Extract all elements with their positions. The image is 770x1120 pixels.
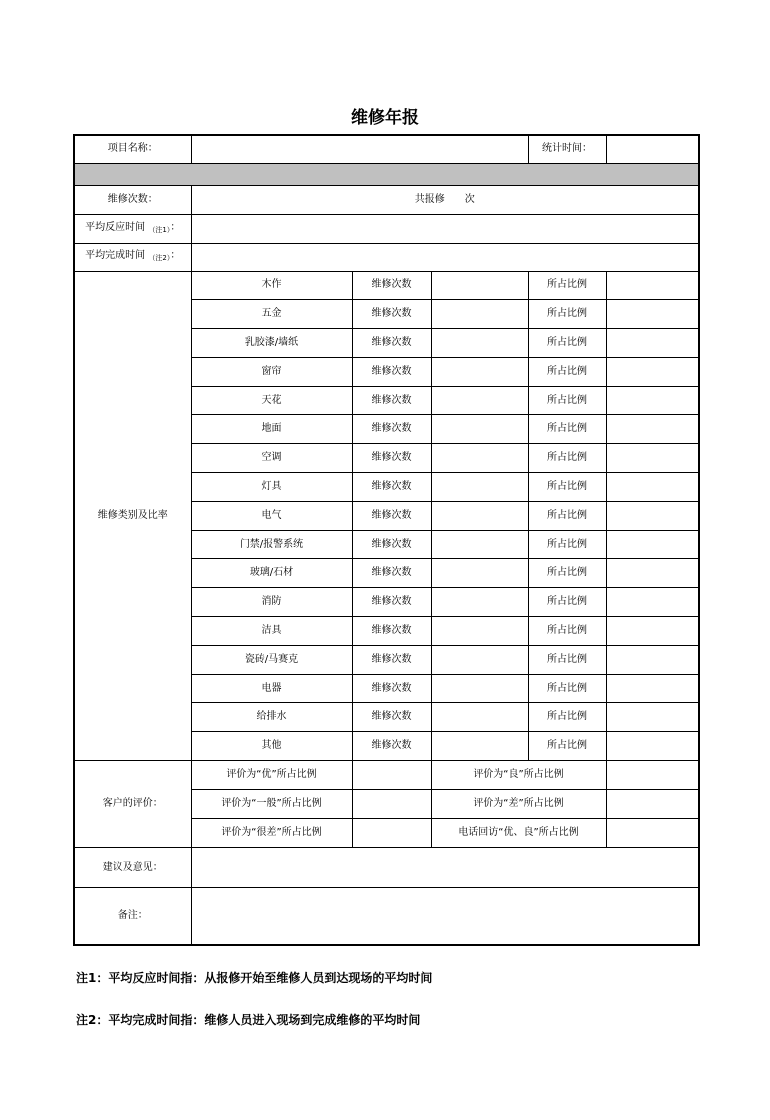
evaluation-item-label: 评价为“很差”所占比例 — [191, 819, 352, 848]
avg-completion-label: 平均完成时间 $_{(注2)}$： — [74, 243, 191, 271]
category-ratio-field[interactable] — [606, 415, 699, 444]
category-count-field[interactable] — [431, 444, 528, 473]
avg-response-field[interactable] — [191, 214, 699, 243]
evaluation-value-field[interactable] — [352, 761, 431, 790]
category-count-field[interactable] — [431, 674, 528, 703]
category-count-label: 维修次数 — [352, 386, 431, 415]
repair-count-row — [74, 185, 699, 214]
category-ratio-label: 所占比例 — [528, 703, 606, 732]
annual-repair-report-table — [73, 134, 700, 946]
project-name-field[interactable] — [191, 135, 528, 163]
category-ratio-field[interactable] — [606, 530, 699, 559]
evaluation-item-label: 评价为“优”所占比例 — [191, 761, 352, 790]
category-ratio-label: 所占比例 — [528, 271, 606, 300]
category-ratio-label: 所占比例 — [528, 588, 606, 617]
avg-completion-row — [74, 243, 699, 271]
category-ratio-field[interactable] — [606, 357, 699, 386]
category-count-label: 维修次数 — [352, 473, 431, 502]
category-ratio-label: 所占比例 — [528, 357, 606, 386]
category-name: 瓷砖/马赛克 — [191, 645, 352, 674]
category-section-label: 维修类别及比率 — [74, 271, 191, 761]
gray-separator-row — [74, 163, 699, 185]
repair-count-prefix: 共报修 — [414, 193, 445, 205]
category-ratio-label: 所占比例 — [528, 674, 606, 703]
category-ratio-label: 所占比例 — [528, 329, 606, 358]
evaluation-value-field[interactable] — [352, 790, 431, 819]
suggestion-field[interactable] — [191, 848, 699, 888]
category-ratio-label: 所占比例 — [528, 415, 606, 444]
category-name: 电气 — [191, 501, 352, 530]
category-name: 灯具 — [191, 473, 352, 502]
category-count-field[interactable] — [431, 530, 528, 559]
project-name-label: 项目名称： — [74, 135, 191, 163]
note2-mark: （注2） — [148, 254, 171, 262]
category-ratio-field[interactable] — [606, 444, 699, 473]
gray-separator — [74, 163, 699, 185]
category-name: 天花 — [191, 386, 352, 415]
evaluation-section-label: 客户的评价： — [74, 761, 191, 848]
category-name: 其他 — [191, 732, 352, 761]
remarks-label: 备注： — [74, 888, 191, 945]
category-ratio-field[interactable] — [606, 645, 699, 674]
category-name: 乳胶漆/墙纸 — [191, 329, 352, 358]
evaluation-row — [74, 761, 699, 790]
category-name: 消防 — [191, 588, 352, 617]
category-ratio-label: 所占比例 — [528, 732, 606, 761]
category-ratio-field[interactable] — [606, 501, 699, 530]
category-count-field[interactable] — [431, 473, 528, 502]
repair-count-label: 维修次数： — [74, 185, 191, 214]
category-ratio-label: 所占比例 — [528, 300, 606, 329]
category-name: 五金 — [191, 300, 352, 329]
category-ratio-label: 所占比例 — [528, 645, 606, 674]
evaluation-item-label: 评价为“一般”所占比例 — [191, 790, 352, 819]
category-ratio-field[interactable] — [606, 473, 699, 502]
header-row — [74, 135, 699, 163]
category-count-field[interactable] — [431, 617, 528, 646]
category-name: 窗帘 — [191, 357, 352, 386]
evaluation-value-field[interactable] — [352, 819, 431, 848]
category-row — [74, 271, 699, 300]
category-ratio-label: 所占比例 — [528, 386, 606, 415]
category-count-label: 维修次数 — [352, 300, 431, 329]
category-count-label: 维修次数 — [352, 645, 431, 674]
category-name: 玻璃/石材 — [191, 559, 352, 588]
avg-response-row — [74, 214, 699, 243]
category-count-field[interactable] — [431, 501, 528, 530]
avg-response-label: 平均反应时间 $_{(注1)}$： — [74, 214, 191, 243]
category-count-label: 维修次数 — [352, 588, 431, 617]
category-count-label: 维修次数 — [352, 559, 431, 588]
evaluation-value-field[interactable] — [606, 790, 699, 819]
suggestion-row — [74, 848, 699, 888]
category-ratio-label: 所占比例 — [528, 559, 606, 588]
category-ratio-field[interactable] — [606, 271, 699, 300]
stat-time-label: 统计时间： — [528, 135, 606, 163]
category-count-label: 维修次数 — [352, 444, 431, 473]
category-name: 给排水 — [191, 703, 352, 732]
category-count-field[interactable] — [431, 559, 528, 588]
evaluation-item-label: 评价为“良”所占比例 — [431, 761, 606, 790]
category-name: 洁具 — [191, 617, 352, 646]
category-count-field[interactable] — [431, 386, 528, 415]
category-count-field[interactable] — [431, 329, 528, 358]
category-count-field[interactable] — [431, 732, 528, 761]
suggestion-label: 建议及意见： — [74, 848, 191, 888]
evaluation-value-field[interactable] — [606, 819, 699, 848]
category-ratio-field[interactable] — [606, 703, 699, 732]
repair-count-suffix: 次 — [464, 193, 475, 205]
category-count-field[interactable] — [431, 271, 528, 300]
remarks-field[interactable] — [191, 888, 699, 945]
category-ratio-label: 所占比例 — [528, 530, 606, 559]
footnote-1: 注1：平均反应时间指：从报修开始至维修人员到达现场的平均时间 — [76, 971, 433, 985]
category-count-label: 维修次数 — [352, 329, 431, 358]
category-count-field[interactable] — [431, 645, 528, 674]
category-ratio-field[interactable] — [606, 732, 699, 761]
category-count-label: 维修次数 — [352, 271, 431, 300]
category-ratio-field[interactable] — [606, 300, 699, 329]
category-ratio-field[interactable] — [606, 674, 699, 703]
category-count-label: 维修次数 — [352, 530, 431, 559]
category-ratio-field[interactable] — [606, 386, 699, 415]
category-count-field[interactable] — [431, 357, 528, 386]
category-count-label: 维修次数 — [352, 674, 431, 703]
category-count-label: 维修次数 — [352, 732, 431, 761]
category-name: 门禁/报警系统 — [191, 530, 352, 559]
page-title: 维修年报 — [351, 108, 419, 128]
category-count-field[interactable] — [431, 415, 528, 444]
category-count-label: 维修次数 — [352, 703, 431, 732]
category-name: 木作 — [191, 271, 352, 300]
category-count-label: 维修次数 — [352, 415, 431, 444]
category-ratio-field[interactable] — [606, 559, 699, 588]
evaluation-item-label: 评价为“差”所占比例 — [431, 790, 606, 819]
category-count-label: 维修次数 — [352, 617, 431, 646]
note1-mark: （注1） — [148, 225, 171, 234]
footnote-2: 注2：平均完成时间指：维修人员进入现场到完成维修的平均时间 — [76, 1013, 421, 1027]
category-count-field[interactable] — [431, 300, 528, 329]
stat-time-field[interactable] — [606, 135, 699, 163]
repair-count-field[interactable] — [191, 185, 699, 214]
category-name: 电器 — [191, 674, 352, 703]
category-count-field[interactable] — [431, 703, 528, 732]
category-count-label: 维修次数 — [352, 501, 431, 530]
category-name: 空调 — [191, 444, 352, 473]
category-ratio-label: 所占比例 — [528, 444, 606, 473]
category-ratio-field[interactable] — [606, 329, 699, 358]
category-name: 地面 — [191, 415, 352, 444]
category-count-label: 维修次数 — [352, 357, 431, 386]
evaluation-value-field[interactable] — [606, 761, 699, 790]
category-ratio-label: 所占比例 — [528, 617, 606, 646]
category-ratio-field[interactable] — [606, 588, 699, 617]
evaluation-item-label: 电话回访“优、良”所占比例 — [431, 819, 606, 848]
category-count-field[interactable] — [431, 588, 528, 617]
avg-completion-field[interactable] — [191, 243, 699, 271]
category-ratio-label: 所占比例 — [528, 501, 606, 530]
category-ratio-field[interactable] — [606, 617, 699, 646]
remarks-row — [74, 888, 699, 945]
category-ratio-label: 所占比例 — [528, 473, 606, 502]
